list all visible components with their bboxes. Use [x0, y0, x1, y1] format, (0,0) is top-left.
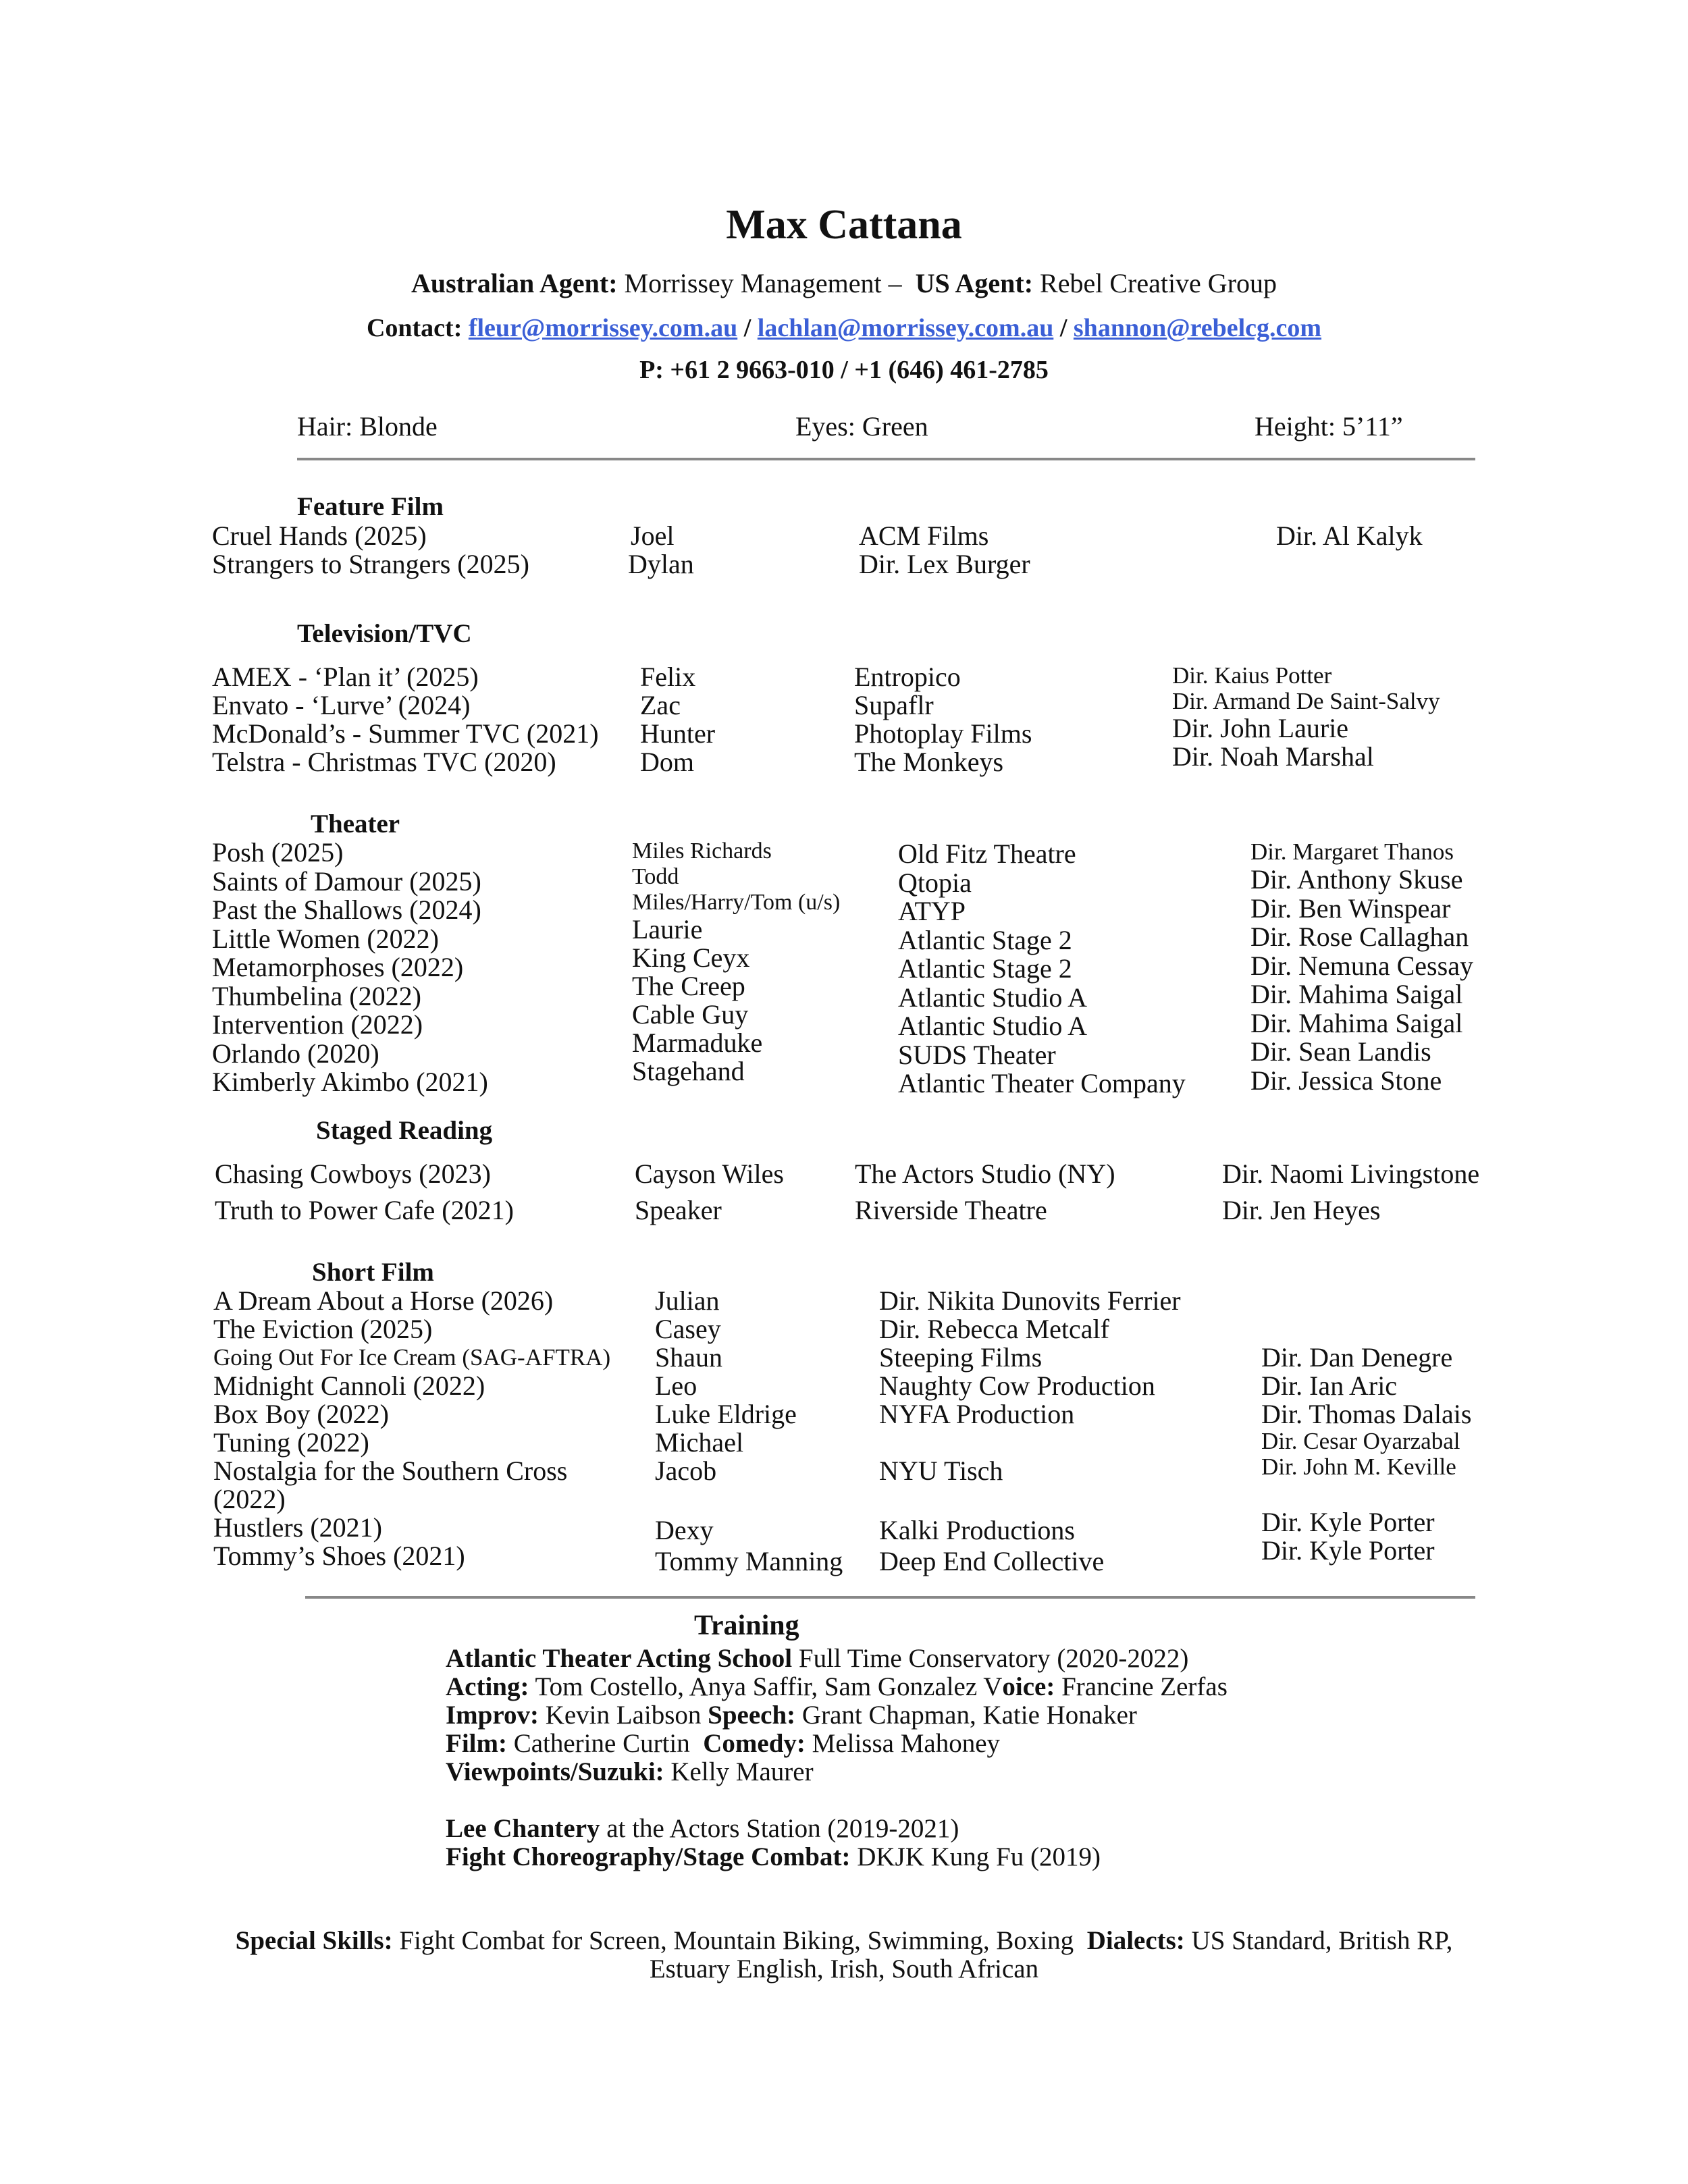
credit-director: Dir. John M. Keville [1261, 1454, 1456, 1480]
section-heading-training: Training [694, 1610, 799, 1641]
credit-title: Thumbelina (2022) [212, 980, 421, 1011]
credit-company: NYFA Production [879, 1399, 1075, 1429]
credit-role: Dylan [628, 549, 694, 579]
email-separator: / [737, 314, 758, 342]
credit-director: Dir. Al Kalyk [1276, 521, 1423, 551]
credit-role: Dom [640, 747, 694, 777]
credit-company: Kalki Productions [879, 1515, 1075, 1545]
credit-company: Atlantic Stage 2 [898, 953, 1072, 984]
credit-company: Naughty Cow Production [879, 1370, 1155, 1401]
credit-director: Dir. Cesar Oyarzabal [1261, 1428, 1460, 1454]
credit-title: Envato - ‘Lurve’ (2024) [212, 690, 471, 720]
film-label: Film: [446, 1729, 507, 1758]
credit-director: Dir. Anthony Skuse [1250, 864, 1463, 895]
special-skills-value: Fight Combat for Screen, Mountain Biking, Swimming, Boxing [392, 1926, 1087, 1955]
divider [297, 458, 1475, 460]
dialects-line-2: Estuary English, Irish, South African [649, 1954, 1039, 1983]
credit-role: Julian [655, 1285, 720, 1316]
credit-title: Box Boy (2022) [213, 1399, 389, 1429]
email-link-lachlan[interactable]: lachlan@morrissey.com.au [757, 314, 1054, 342]
feature-film-titles [212, 522, 529, 579]
credit-company: Atlantic Studio A [898, 982, 1087, 1013]
credit-role: The Creep [632, 971, 745, 1001]
credit-company: ACM Films [859, 521, 989, 551]
credit-role: Joel [631, 521, 675, 551]
credit-role: Jacob [655, 1456, 717, 1486]
dialects-value: US Standard, British RP, [1184, 1926, 1453, 1955]
credit-title: Orlando (2020) [212, 1038, 379, 1069]
improv-label: Improv: [446, 1701, 539, 1730]
short-film-companies [879, 1287, 1181, 1576]
credit-director: Dir. Dan Denegre [1261, 1342, 1453, 1373]
hair-stat: Hair: Blonde [297, 411, 438, 442]
phone-line: P: +61 2 9663-010 / +1 (646) 461-2785 [639, 356, 1049, 384]
credit-role: King Ceyx [632, 942, 750, 973]
credit-role: Leo [655, 1370, 697, 1401]
staged-reading-directors [1222, 1156, 1479, 1229]
page-title: Max Cattana [726, 202, 962, 248]
credit-role: Miles/Harry/Tom (u/s) [632, 890, 841, 915]
credit-title: A Dream About a Horse (2026) [213, 1285, 554, 1316]
credit-role: Miles Richards [632, 838, 772, 863]
credit-title: Kimberly Akimbo (2021) [212, 1067, 488, 1097]
credit-role: Todd [632, 864, 679, 889]
credit-title: Truth to Power Cafe (2021) [215, 1195, 514, 1225]
credit-title: Tommy’s Shoes (2021) [213, 1541, 465, 1571]
credit-director: Dir. Mahima Saigal [1250, 979, 1463, 1009]
credit-title: (2022) [213, 1484, 286, 1514]
training-line-film [446, 1730, 1228, 1758]
viewpoints-label: Viewpoints/Suzuki: [446, 1757, 664, 1786]
credit-director [1261, 1480, 1471, 1508]
credit-title: Past the Shallows (2024) [212, 895, 481, 925]
staged-reading-companies [855, 1156, 1115, 1229]
training-school: Atlantic Theater Acting School [446, 1644, 793, 1673]
email-link-fleur[interactable]: fleur@morrissey.com.au [468, 314, 738, 342]
credit-director: Dir. Nemuna Cessay [1250, 950, 1473, 981]
voice-value: Francine Zerfas [1055, 1672, 1228, 1701]
agents-line [0, 267, 1688, 299]
television-directors [1172, 663, 1440, 771]
special-skills-label: Special Skills: [235, 1926, 393, 1955]
credit-role: Dexy [655, 1515, 714, 1545]
special-skills-line [0, 1927, 1688, 1955]
credit-role: Felix [640, 662, 696, 692]
credit-title: The Eviction (2025) [213, 1314, 433, 1344]
feature-film-companies [859, 522, 1030, 579]
credit-title: Tuning (2022) [213, 1427, 369, 1458]
credit-director: Dir. Kaius Potter [1172, 662, 1332, 689]
credit-company: Dir. Rebecca Metcalf [879, 1314, 1109, 1344]
credit-title: Saints of Damour (2025) [212, 865, 481, 897]
contact-line [0, 313, 1688, 343]
email-separator: / [1053, 314, 1074, 342]
fight-value: DKJK Kung Fu (2019) [850, 1842, 1101, 1871]
short-film-titles [213, 1287, 610, 1570]
credit-title: McDonald’s - Summer TVC (2021) [212, 718, 599, 749]
credit-role: Laurie [632, 914, 703, 944]
credit-company: Atlantic Studio A [898, 1011, 1087, 1041]
staged-reading-titles [215, 1156, 514, 1229]
training-line-school [446, 1645, 1228, 1673]
feature-film-roles [628, 522, 694, 579]
comedy-value: Melissa Mahoney [805, 1729, 1001, 1758]
credit-company: Photoplay Films [854, 718, 1032, 749]
credit-company: Dir. Nikita Dunovits Ferrier [879, 1285, 1181, 1316]
credit-title: Intervention (2022) [212, 1009, 423, 1040]
credit-company [879, 1429, 1181, 1457]
short-film-roles [655, 1287, 843, 1576]
training-line-improv [446, 1701, 1228, 1730]
credit-director: Dir. Jessica Stone [1250, 1065, 1442, 1096]
television-titles [212, 663, 599, 776]
training-line-viewpoints [446, 1758, 1228, 1786]
credit-title: Going Out For Ice Cream (SAG-AFTRA) [213, 1344, 611, 1370]
comedy-label: Comedy: [703, 1729, 806, 1758]
email-link-shannon[interactable]: shannon@rebelcg.com [1073, 314, 1322, 342]
spacer [446, 1786, 1228, 1815]
credit-company: Deep End Collective [879, 1546, 1105, 1576]
credit-company: The Monkeys [854, 747, 1004, 777]
credit-title: Hustlers (2021) [213, 1512, 382, 1543]
section-heading-television: Television/TVC [297, 619, 472, 648]
credit-company [879, 1485, 1181, 1514]
speech-label: Speech: [708, 1701, 796, 1730]
credit-title: Midnight Cannoli (2022) [213, 1370, 485, 1401]
credit-company: Steeping Films [879, 1342, 1043, 1373]
credit-title: Strangers to Strangers (2025) [212, 549, 529, 579]
credit-role: Cayson Wiles [635, 1158, 784, 1189]
television-roles [640, 663, 715, 776]
lee-chantery: Lee Chantery [446, 1814, 600, 1843]
credit-director: Dir. Ben Winspear [1250, 893, 1451, 924]
credit-role: Casey [655, 1314, 721, 1344]
contact-label: Contact: [366, 314, 463, 342]
credit-company: Qtopia [898, 867, 972, 898]
credit-company: Dir. Lex Burger [859, 549, 1030, 579]
credit-company: Entropico [854, 662, 961, 692]
credit-company: Supaflr [854, 690, 934, 720]
credit-company: NYU Tisch [879, 1456, 1003, 1486]
credit-director: Dir. Rose Callaghan [1250, 922, 1469, 952]
acting-value: Tom Costello, Anya Saffir, Sam Gonzalez V [529, 1672, 1003, 1701]
theater-companies [898, 840, 1186, 1098]
section-heading-staged-reading: Staged Reading [316, 1116, 493, 1145]
credit-director: Dir. Kyle Porter [1261, 1507, 1435, 1537]
credit-title: Cruel Hands (2025) [212, 521, 427, 551]
credit-title: Little Women (2022) [212, 923, 439, 954]
credit-director: Dir. Noah Marshal [1172, 741, 1374, 772]
credit-role: Michael [655, 1427, 744, 1458]
divider [305, 1596, 1475, 1599]
credit-company: SUDS Theater [898, 1039, 1056, 1070]
lee-chantery-detail: at the Actors Station (2019-2021) [600, 1814, 959, 1843]
credit-director: Dir. Thomas Dalais [1261, 1399, 1472, 1429]
aus-agent-value: Morrissey Management – [624, 268, 902, 298]
credit-company: Riverside Theatre [855, 1195, 1047, 1225]
credit-title: Metamorphoses (2022) [212, 952, 464, 982]
credit-role: Luke Eldrige [655, 1399, 797, 1429]
credit-role: Stagehand [632, 1056, 745, 1086]
eyes-stat: Eyes: Green [795, 411, 928, 442]
television-companies [854, 663, 1032, 776]
viewpoints-value: Kelly Maurer [664, 1757, 814, 1786]
theater-titles [212, 838, 488, 1097]
credit-director: Dir. Sean Landis [1250, 1036, 1431, 1067]
dialects-label: Dialects: [1086, 1926, 1185, 1955]
credit-director: Dir. Mahima Saigal [1250, 1007, 1463, 1038]
credit-company: The Actors Studio (NY) [855, 1158, 1115, 1189]
training-block [446, 1645, 1228, 1871]
training-line-lee [446, 1815, 1228, 1843]
staged-reading-roles [635, 1156, 784, 1229]
credit-role: Tommy Manning [655, 1546, 843, 1576]
credit-title: Posh (2025) [212, 837, 344, 868]
theater-roles [632, 838, 840, 1086]
credit-title: AMEX - ‘Plan it’ (2025) [212, 662, 479, 692]
training-school-detail: Full Time Conservatory (2020-2022) [792, 1644, 1189, 1673]
credit-director: Dir. Kyle Porter [1261, 1535, 1435, 1566]
credit-director: Dir. Naomi Livingstone [1222, 1158, 1480, 1189]
credit-title: Chasing Cowboys (2023) [215, 1158, 491, 1189]
credit-company: Atlantic Theater Company [898, 1068, 1186, 1098]
section-heading-short-film: Short Film [312, 1258, 434, 1287]
section-heading-feature-film: Feature Film [297, 492, 444, 521]
credit-director: Dir. Armand De Saint-Salvy [1172, 688, 1440, 714]
aus-agent-label: Australian Agent: [411, 268, 618, 298]
credit-company: ATYP [898, 896, 966, 926]
fight-label: Fight Choreography/Stage Combat: [446, 1842, 851, 1871]
us-agent-value: Rebel Creative Group [1040, 268, 1277, 298]
training-line-fight [446, 1843, 1228, 1871]
credit-director: Dir. Jen Heyes [1222, 1195, 1381, 1225]
voice-label: oice: [1002, 1672, 1055, 1701]
acting-label: Acting: [446, 1672, 529, 1701]
height-stat: Height: 5’11” [1255, 411, 1403, 442]
credit-director: Dir. Ian Aric [1261, 1370, 1398, 1401]
theater-directors [1250, 838, 1473, 1095]
credit-role: Shaun [655, 1342, 722, 1373]
credit-title: Telstra - Christmas TVC (2020) [212, 747, 556, 777]
training-line-acting [446, 1673, 1228, 1701]
credit-director: Dir. John Laurie [1172, 713, 1349, 743]
section-heading-theater: Theater [311, 809, 400, 838]
credit-role: Cable Guy [632, 999, 749, 1030]
credit-role [655, 1485, 843, 1514]
credit-role: Zac [640, 690, 681, 720]
speech-value: Grant Chapman, Katie Honaker [795, 1701, 1137, 1730]
us-agent-label: US Agent: [915, 268, 1034, 298]
improv-value: Kevin Laibson [538, 1701, 708, 1730]
credit-director: Dir. Margaret Thanos [1250, 838, 1454, 865]
credit-company: Old Fitz Theatre [898, 838, 1076, 869]
credit-role: Marmaduke [632, 1028, 763, 1058]
credit-role: Hunter [640, 718, 716, 749]
credit-role: Speaker [635, 1195, 722, 1225]
feature-film-directors [1276, 522, 1423, 550]
short-film-directors [1261, 1343, 1471, 1565]
credit-title: Nostalgia for the Southern Cross [213, 1456, 568, 1486]
credit-company: Atlantic Stage 2 [898, 924, 1072, 955]
film-value: Catherine Curtin [506, 1729, 704, 1758]
